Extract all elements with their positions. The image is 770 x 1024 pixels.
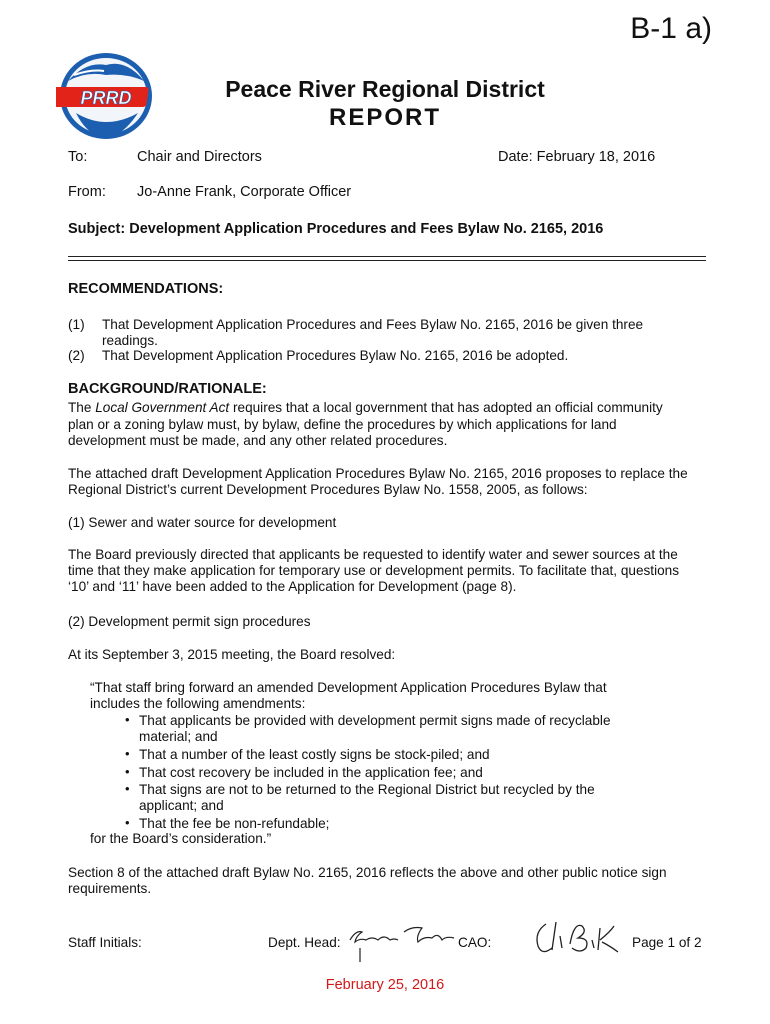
quote-line: for the Board’s consideration.” <box>90 831 272 846</box>
to-value: Chair and Directors <box>137 149 262 165</box>
recommendation-text: readings. <box>102 333 158 348</box>
recommendation-text: That Development Application Procedures and Fees Bylaw No. 2165, 2016 be given three <box>102 317 644 332</box>
from-label: From: <box>68 184 106 200</box>
staff-initials-label: Staff Initials: <box>68 935 142 950</box>
act-name: Local Government Act <box>95 400 230 415</box>
paragraph-line: development must be made, and any other related procedures. <box>68 433 448 448</box>
quote-line: includes the following amendments: <box>90 696 306 711</box>
bullet-icon: • <box>125 815 130 830</box>
section-item: (1) Sewer and water source for development <box>68 515 337 530</box>
background-heading: BACKGROUND/RATIONALE: <box>68 381 267 397</box>
paragraph-line: time that they make application for temporary use or development permits. To facilitate that, questions <box>68 563 680 578</box>
quote-line: “That staff bring forward an amended Development Application Procedures Bylaw that <box>90 680 607 695</box>
paragraph-line: Section 8 of the attached draft Bylaw No. 2165, 2016 reflects the above and other public notice sign <box>68 865 667 880</box>
dept-head-signature <box>346 918 458 968</box>
bullet-text: That a number of the least costly signs be stock-piled; and <box>139 747 490 762</box>
section-item: (2) Development permit sign procedures <box>68 614 311 629</box>
paragraph-line: requirements. <box>68 881 152 896</box>
page-indicator: Page 1 of 2 <box>632 935 702 950</box>
paragraph-line: Regional District’s current Development Procedures Bylaw No. 1558, 2005, as follows: <box>68 482 588 497</box>
bullet-text: material; and <box>139 729 218 744</box>
recommendations-heading: RECOMMENDATIONS: <box>68 281 224 297</box>
paragraph-text: requires that a local government that has adopted an official community <box>229 400 663 415</box>
cao-signature <box>530 914 628 962</box>
paragraph-line: ‘10’ and ‘11’ have been added to the Application for Development (page 8). <box>68 579 517 594</box>
bullet-icon: • <box>125 746 130 761</box>
bullet-text: That applicants be provided with development permit signs made of recyclable <box>139 713 611 728</box>
paragraph-line: The Board previously directed that applicants be requested to identify water and sewer sources at the <box>68 547 678 562</box>
bullet-text: applicant; and <box>139 798 224 813</box>
paragraph-line: The attached draft Development Application Procedures Bylaw No. 2165, 2016 proposes to replace the <box>68 466 688 481</box>
recommendation-number: (2) <box>68 348 85 363</box>
dept-head-label: Dept. Head: <box>268 935 341 950</box>
to-label: To: <box>68 149 88 165</box>
bullet-text: That the fee be non-refundable; <box>139 816 330 831</box>
report-title: REPORT <box>328 104 441 131</box>
header-divider <box>68 256 706 257</box>
organization-title: Peace River Regional District <box>225 76 545 102</box>
header-divider-secondary <box>68 260 706 261</box>
recommendation-number: (1) <box>68 317 85 332</box>
cao-label: CAO: <box>458 935 492 950</box>
bullet-text: That cost recovery be included in the application fee; and <box>139 765 483 780</box>
paragraph-line <box>68 400 663 417</box>
report-date: Date: February 18, 2016 <box>498 149 656 165</box>
bullet-icon: • <box>125 764 130 779</box>
received-date-stamp: February 25, 2016 <box>325 977 445 993</box>
agenda-item-label: B-1 a) <box>630 12 712 45</box>
paragraph-text: The <box>68 400 96 415</box>
paragraph-line: At its September 3, 2015 meeting, the Board resolved: <box>68 647 396 662</box>
logo-text: PRRD <box>80 88 132 108</box>
bullet-text: That signs are not to be returned to the Regional District but recycled by the <box>139 782 595 797</box>
paragraph-line: plan or a zoning bylaw must, by bylaw, define the procedures by which applications for land <box>68 417 617 432</box>
bullet-icon: • <box>125 781 130 796</box>
subject-line: Subject: Development Application Procedures and Fees Bylaw No. 2165, 2016 <box>68 221 604 237</box>
bullet-icon: • <box>125 712 130 727</box>
from-value: Jo-Anne Frank, Corporate Officer <box>137 184 352 200</box>
recommendation-text: That Development Application Procedures Bylaw No. 2165, 2016 be adopted. <box>102 348 569 363</box>
